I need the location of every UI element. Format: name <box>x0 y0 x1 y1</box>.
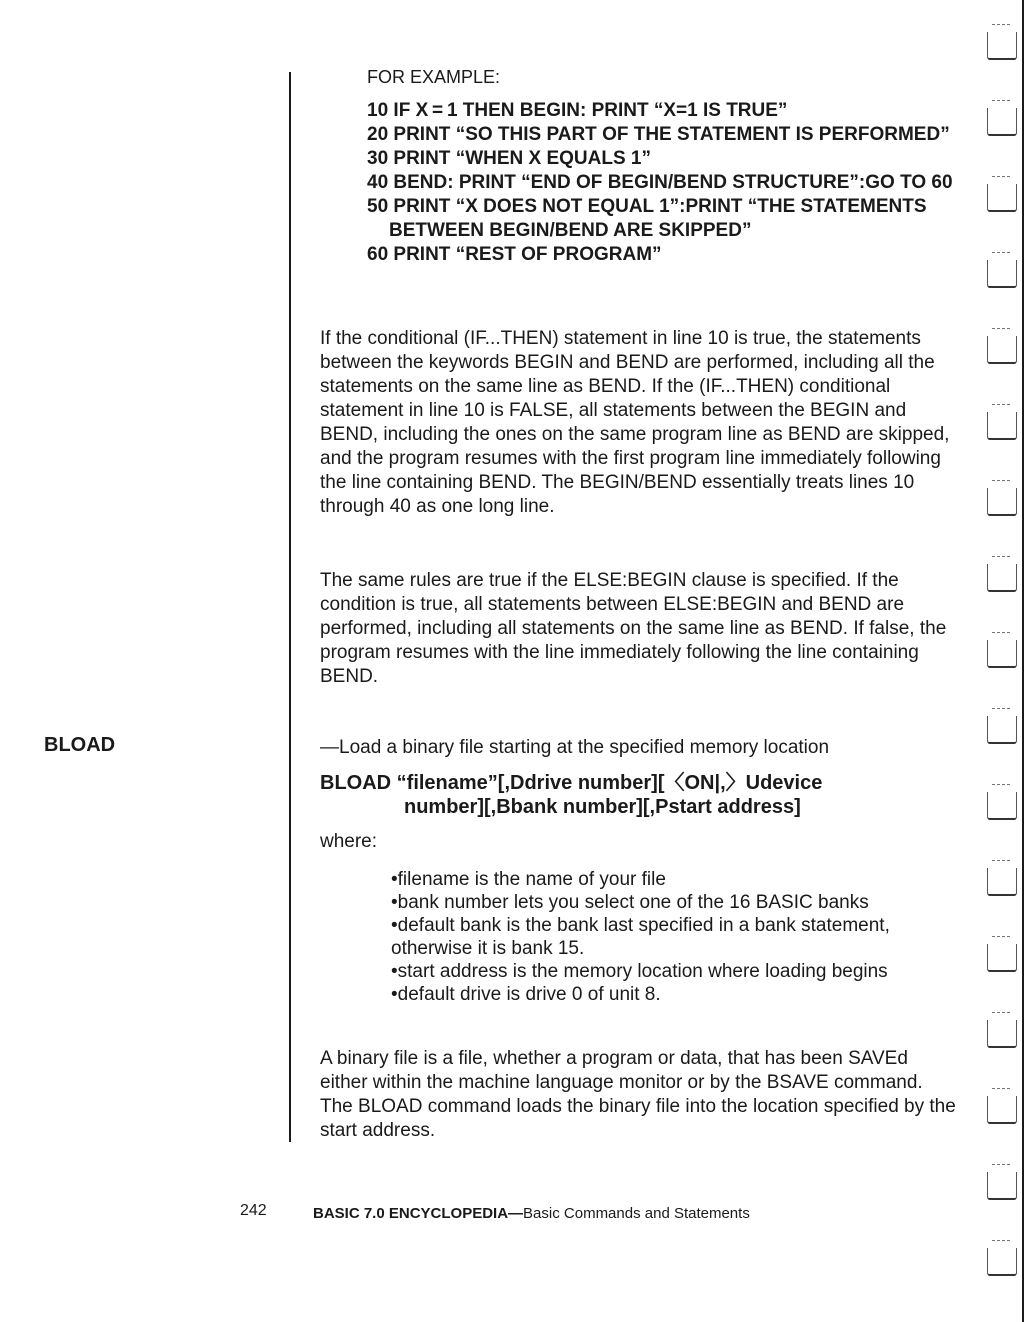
binder-hole <box>987 716 1017 744</box>
code-line: 40 BEND: PRINT “END OF BEGIN/BEND STRUCTURE”:GO TO 60 <box>367 172 953 193</box>
binder-hole <box>987 184 1017 212</box>
code-line: 10 IF X = 1 THEN BEGIN: PRINT “X=1 IS TRUE” <box>367 100 788 121</box>
code-line: 30 PRINT “WHEN X EQUALS 1” <box>367 148 651 169</box>
binder-hole <box>987 1172 1017 1200</box>
binder-hole <box>987 108 1017 136</box>
format-line: BLOAD “filename”[,Ddrive number][〈ON|,〉Udevice <box>320 772 823 794</box>
page-footer <box>313 1205 750 1222</box>
paragraph-else-begin: The same rules are true if the ELSE:BEGIN clause is specified. If the condition is true, all statements between ELSE:BEGIN and BEND are performed, including all statements on the same line as BEND. If false, the program resumes with the line immediately following the line containing BEND. <box>320 570 947 687</box>
binder-hole <box>987 792 1017 820</box>
list-item: • bank number lets you select one of the 16 BASIC banks <box>391 891 966 914</box>
binder-hole <box>987 564 1017 592</box>
paragraph-begin-bend: If the conditional (IF...THEN) statement in line 10 is true, the statements between the keywords BEGIN and BEND are performed, including all the statements on the same line as BEND. If the (IF...THEN) conditional statement in line 10 is FALSE, all statements between the BEGIN and BEND, including the ones on the same program line as BEND are skipped, and the program resumes with the first program line immediately following the line containing BEND. The BEGIN/BEND essentially treats lines 10 through 40 as one long line. <box>320 328 950 517</box>
bload-description: —Load a binary file starting at the specified memory location <box>320 737 830 758</box>
footer-subtitle: Basic Commands and Statements <box>523 1205 750 1222</box>
list-item: • start address is the memory location where loading begins <box>391 960 966 983</box>
binder-hole <box>987 488 1017 516</box>
where-label: where: <box>320 831 378 852</box>
binder-hole <box>987 944 1017 972</box>
binder-hole <box>987 1248 1017 1276</box>
binder-holes <box>983 0 1023 1322</box>
code-example <box>367 99 967 267</box>
list-item: • default drive is drive 0 of unit 8. <box>391 983 966 1006</box>
side-heading-bload: BLOAD <box>44 734 116 756</box>
intro-label: FOR EXAMPLE: <box>367 67 501 87</box>
binder-hole <box>987 336 1017 364</box>
margin-rule <box>289 72 291 1142</box>
code-line: 50 PRINT “X DOES NOT EQUAL 1”:PRINT “THE STATEMENTS BETWEEN BEGIN/BEND ARE SKIPPED” <box>367 196 927 241</box>
list-item: • default bank is the bank last specified in a bank statement, otherwise it is bank 15. <box>391 914 966 960</box>
binder-hole <box>987 868 1017 896</box>
code-line: 60 PRINT “REST OF PROGRAM” <box>367 244 662 265</box>
binder-hole <box>987 260 1017 288</box>
footer-title: BASIC 7.0 ENCYCLOPEDIA— <box>313 1205 524 1222</box>
binder-hole <box>987 1020 1017 1048</box>
paragraph-binary-file: A binary file is a file, whether a program or data, that has been SAVEd either within the machine language monitor or by the BSAVE command. The BLOAD command loads the binary file into the location specified by the start address. <box>320 1048 956 1141</box>
binder-hole <box>987 640 1017 668</box>
parameter-list <box>391 868 966 1006</box>
page-number: 242 <box>240 1202 267 1219</box>
format-line: number][,Bbank number][,Pstart address] <box>404 796 801 818</box>
bload-format <box>320 771 960 819</box>
list-item: • filename is the name of your file <box>391 868 966 891</box>
binder-hole <box>987 1096 1017 1124</box>
code-line: 20 PRINT “SO THIS PART OF THE STATEMENT IS PERFORMED” <box>367 124 950 145</box>
binder-hole <box>987 412 1017 440</box>
binder-hole <box>987 32 1017 60</box>
